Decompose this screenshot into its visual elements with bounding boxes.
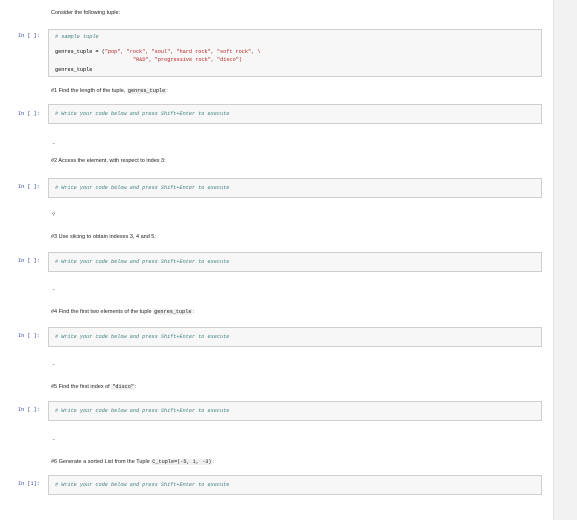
answer-5: - [52, 436, 56, 443]
cell-prompt-3: In [ ]: [18, 258, 40, 264]
code-cell-2[interactable] [48, 178, 542, 198]
answer-4: - [52, 361, 56, 368]
code-cell-3-placeholder: # Write your code below and press Shift+Enter to execute [55, 259, 230, 265]
code-cell-sample[interactable] [48, 29, 542, 77]
question-3 [51, 234, 156, 240]
question-4-text: #4 Find the first two elements of the tuple [51, 309, 154, 315]
cell-prompt-2: In [ ]: [18, 184, 40, 190]
vertical-scrollbar[interactable] [553, 0, 577, 520]
code-cell-3[interactable] [48, 252, 542, 272]
sample-items-1: "pop", "rock", "soul", "hard rock", "soft rock", \ [104, 49, 261, 55]
intro-text: Consider the following tuple: [51, 10, 121, 16]
code-cell-2-placeholder: # Write your code below and press Shift+Enter to execute [55, 185, 230, 191]
question-5-tail: : [135, 384, 137, 390]
question-1-tail: : [166, 88, 168, 94]
answer-3: - [52, 286, 56, 293]
code-cell-6[interactable] [48, 475, 542, 495]
sample-line-3: genres_tuple [55, 67, 93, 73]
question-1 [51, 88, 168, 94]
code-cell-6-placeholder: # Write your code below and press Shift+Enter to execute [55, 482, 230, 488]
question-6 [51, 459, 214, 465]
question-4-tail: : [192, 309, 195, 315]
question-6-code: C_tuple=(-5, 1, -3) [152, 459, 212, 465]
sample-line-1 [55, 49, 260, 55]
cell-prompt-6: In [1]: [18, 481, 40, 487]
answer-1: - [52, 140, 56, 147]
question-1-code: genres_tuple [127, 88, 166, 94]
question-6-tail: : [212, 459, 214, 465]
question-2 [51, 158, 166, 164]
cell-prompt-1: In [ ]: [18, 111, 40, 117]
code-cell-1-placeholder: # Write your code below and press Shift+Enter to execute [55, 111, 230, 117]
question-4 [51, 309, 194, 315]
question-4-code: genres_tuple [154, 309, 192, 315]
cell-prompt-5: In [ ]: [18, 407, 40, 413]
sample-line-2: "R&D", "progressive rock", "disco") [133, 57, 242, 63]
code-cell-4[interactable] [48, 327, 542, 347]
question-5 [51, 384, 137, 390]
code-cell-5-placeholder: # Write your code below and press Shift+Enter to execute [55, 408, 230, 414]
code-cell-1[interactable] [48, 104, 542, 124]
question-5-code: "disco" [112, 384, 135, 390]
cell-prompt-4: In [ ]: [18, 333, 40, 339]
question-3-text: #3 Use slicing to obtain indexes 3, 4 and 5: [51, 234, 156, 240]
cell-prompt-sample: In [ ]: [18, 33, 40, 39]
question-5-text: #5 Find the first index of [51, 384, 112, 390]
answer-2: ? [52, 211, 56, 218]
sample-var: genres_tuple = ( [55, 49, 105, 55]
question-1-text: #1 Find the length of the tuple, [51, 88, 127, 94]
question-2-text: #2 Access the element, with respect to index 3: [51, 158, 166, 164]
code-cell-5[interactable] [48, 401, 542, 421]
sample-comment: # sample tuple [55, 34, 99, 40]
question-6-text: #6 Generate a sorted List from the Tuple [51, 459, 152, 465]
code-cell-4-placeholder: # Write your code below and press Shift+Enter to execute [55, 334, 230, 340]
